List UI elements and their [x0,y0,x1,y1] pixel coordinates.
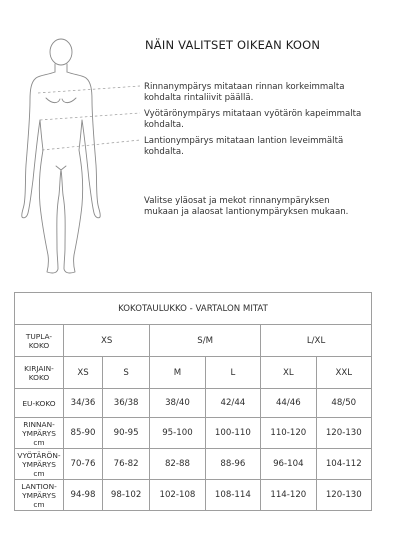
row-label-line: RINNAN- [23,419,55,429]
lantio-cell: 98-102 [103,480,150,511]
row-label-line: KOKO [28,372,50,382]
figure-body [22,72,101,273]
figure-crotch [56,166,66,170]
vyotaro-row [15,449,372,480]
hip-note-line: kohdalta. [144,147,184,157]
tupla-cell: S/M [150,325,261,357]
eu-cell: 38/40 [150,389,205,418]
kirjain-cell: XXL [316,357,371,389]
kirjain-cell: S [103,357,150,389]
lantio-cell: 114-120 [261,480,316,511]
row-label-line: KIRJAIN- [24,363,54,373]
hip-note-line: Lantionympärys mitataan lantion leveimmältä [144,136,344,146]
rinta-row [15,418,372,449]
eu-label [15,389,64,418]
row-label-line: TUPLA- [25,331,53,341]
kirjain-row [15,357,372,389]
lantio-cell: 108-114 [205,480,260,511]
tupla-cell: XS [64,325,150,357]
rinta-cell: 95-100 [150,418,205,449]
waist-note-line: Vyötärönympärys mitataan vyötärön kapeimmalta [144,109,362,119]
rinta-cell: 90-95 [103,418,150,449]
eu-cell: 34/36 [64,389,103,418]
advice-note-line: mukaan ja alaosat lantionympäryksen mukaan. [144,207,349,217]
eu-cell: 44/46 [261,389,316,418]
rinta-cell: 85-90 [64,418,103,449]
vyotaro-cell: 70-76 [64,449,103,480]
row-label-line: VYÖTÄRÖN- [17,450,61,460]
kirjain-cell: XS [64,357,103,389]
row-label-line: KOKO [28,340,50,350]
figure-bust [46,98,76,103]
row-label-line: YMPÄRYS [22,459,56,469]
kirjain-label [15,357,64,389]
row-label-line: cm [33,468,45,478]
eu-cell: 42/44 [205,389,260,418]
vyotaro-cell: 82-88 [150,449,205,480]
figure-head [50,39,72,65]
chest-note [144,82,345,104]
hip-note [144,136,343,158]
chest-guide-line [38,86,140,93]
vyotaro-cell: 88-96 [205,449,260,480]
kirjain-cell: XL [261,357,316,389]
advice-note-line: Valitse yläosat ja mekot rinnanympäryksen [144,196,330,206]
row-label-line: cm [33,437,45,447]
lantio-cell: 120-130 [316,480,371,511]
advice-note [144,196,348,218]
eu-cell: 36/38 [103,389,150,418]
chest-note-line: kohdalta rintaliivit päällä. [144,93,254,103]
waist-guide-line [40,113,140,120]
rinta-cell: 100-110 [205,418,260,449]
lantio-label [15,480,64,511]
rinta-cell: 110-120 [261,418,316,449]
tupla-row [15,325,372,357]
waist-note-line: kohdalta. [144,120,184,130]
size-table [14,292,372,511]
vyotaro-label [15,449,64,480]
waist-note [144,109,361,131]
table-title-row [15,293,372,325]
vyotaro-cell: 104-112 [316,449,371,480]
kirjain-cell: M [150,357,205,389]
vyotaro-cell: 76-82 [103,449,150,480]
rinta-cell: 120-130 [316,418,371,449]
eu-row [15,389,372,418]
row-label-line: LANTION- [21,481,57,491]
chest-note-line: Rinnanympärys mitataan rinnan korkeimmalta [144,82,345,92]
vyotaro-cell: 96-104 [261,449,316,480]
table-title: KOKOTAULUKKO - VARTALON MITAT [15,293,372,325]
lantio-cell: 94-98 [64,480,103,511]
lantio-cell: 102-108 [150,480,205,511]
row-label-line: YMPÄRYS [22,428,56,438]
hip-guide-line [42,140,140,150]
rinta-label [15,418,64,449]
row-label-line: EU-KOKO [22,398,56,408]
lantio-row [15,480,372,511]
eu-cell: 48/50 [316,389,371,418]
tupla-cell: L/XL [261,325,372,357]
row-label-line: cm [33,499,45,509]
row-label-line: YMPÄRYS [22,490,56,500]
tupla-label [15,325,64,357]
kirjain-cell: L [205,357,260,389]
page-title: NÄIN VALITSET OIKEAN KOON [145,38,321,52]
